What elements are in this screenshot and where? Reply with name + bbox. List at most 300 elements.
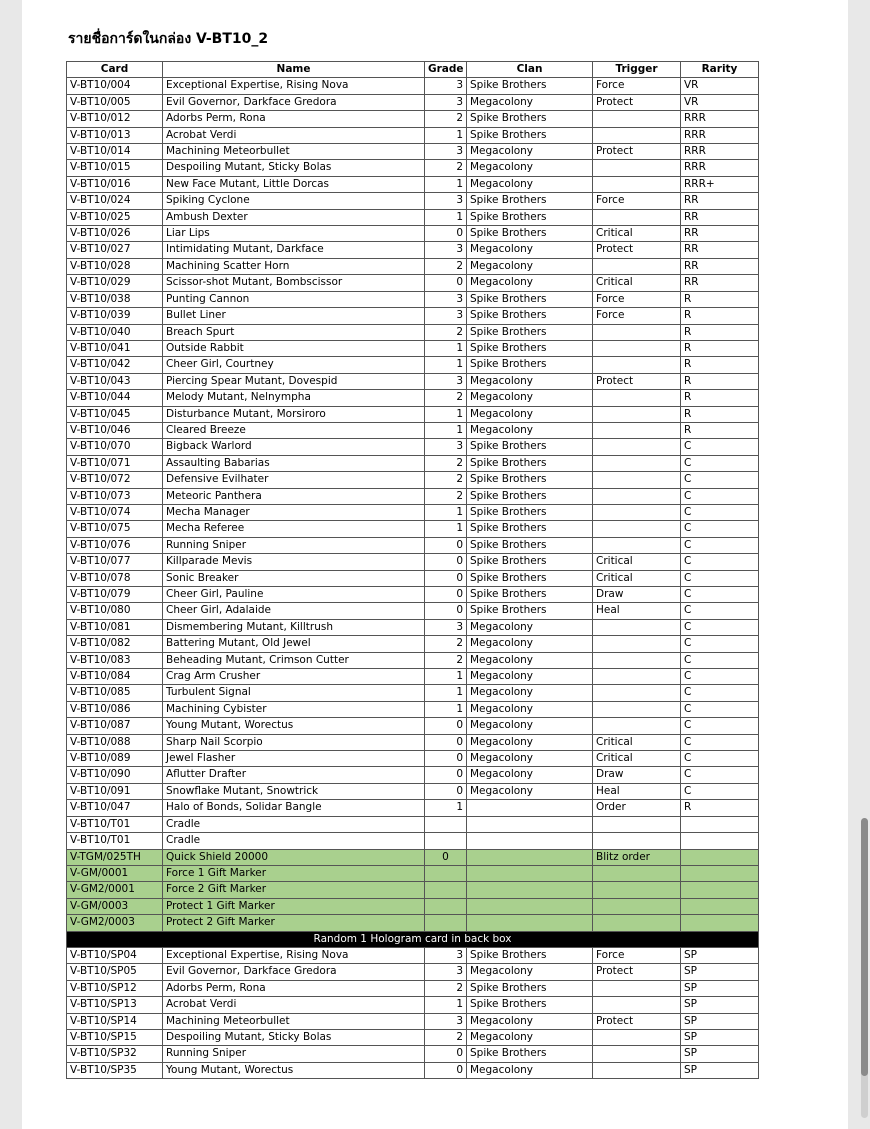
cell-grade: 1 [425,422,467,438]
cell-name: Defensive Evilhater [163,472,425,488]
table-row [67,111,759,127]
cell-clan [467,800,593,816]
cell-trigger: Force [593,193,681,209]
table-row [67,537,759,553]
cell-card: V-BT10/T01 [67,816,163,832]
cell-grade: 3 [425,144,467,160]
cell-grade: 0 [425,767,467,783]
cell-name: Young Mutant, Worectus [163,1062,425,1078]
cell-rarity: C [681,767,759,783]
cell-name: Machining Scatter Horn [163,258,425,274]
cell-rarity: RR [681,258,759,274]
cell-name: Evil Governor, Darkface Gredora [163,964,425,980]
table-row [67,1029,759,1045]
cell-name: Exceptional Expertise, Rising Nova [163,947,425,963]
table-row [67,127,759,143]
cell-name: Aflutter Drafter [163,767,425,783]
cell-clan: Spike Brothers [467,209,593,225]
cell-rarity: C [681,701,759,717]
cell-name: Young Mutant, Worectus [163,718,425,734]
cell-rarity: VR [681,78,759,94]
cell-clan: Spike Brothers [467,587,593,603]
table-row [67,291,759,307]
cell-card: V-BT10/013 [67,127,163,143]
cell-rarity: C [681,554,759,570]
cell-name: Meteoric Panthera [163,488,425,504]
cell-grade: 2 [425,652,467,668]
cell-rarity [681,915,759,931]
table-row [67,652,759,668]
cell-trigger [593,111,681,127]
table-row [67,390,759,406]
table-row [67,422,759,438]
table-row [67,504,759,520]
cell-card: V-BT10/041 [67,340,163,356]
cell-name: Machining Meteorbullet [163,1013,425,1029]
cell-trigger [593,455,681,471]
cell-grade: 2 [425,488,467,504]
cell-name: Killparade Mevis [163,554,425,570]
cell-trigger [593,619,681,635]
table-row [67,882,759,898]
cell-grade: 1 [425,127,467,143]
table-header [67,62,759,78]
cell-name: Acrobat Verdi [163,997,425,1013]
table-row [67,472,759,488]
cell-grade: 2 [425,258,467,274]
cell-rarity: SP [681,1029,759,1045]
cell-rarity [681,865,759,881]
cell-trigger: Protect [593,242,681,258]
cell-rarity: SP [681,997,759,1013]
cell-grade: 1 [425,209,467,225]
cell-trigger: Heal [593,603,681,619]
table-row [67,619,759,635]
table-row [67,816,759,832]
cell-grade [425,816,467,832]
table-row [67,570,759,586]
table-row [67,226,759,242]
cell-name: Evil Governor, Darkface Gredora [163,94,425,110]
cell-card: V-BT10/081 [67,619,163,635]
cell-grade: 3 [425,373,467,389]
cell-grade: 3 [425,947,467,963]
cell-card: V-BT10/SP32 [67,1046,163,1062]
cell-rarity [681,849,759,865]
cell-clan: Megacolony [467,751,593,767]
cell-rarity: C [681,669,759,685]
cell-clan: Megacolony [467,1013,593,1029]
cell-grade: 2 [425,1029,467,1045]
cell-card: V-BT10/038 [67,291,163,307]
cell-name: Dismembering Mutant, Killtrush [163,619,425,635]
cell-grade: 0 [425,849,467,865]
cell-clan: Spike Brothers [467,554,593,570]
cell-card: V-BT10/045 [67,406,163,422]
cell-grade: 1 [425,800,467,816]
cell-card: V-BT10/086 [67,701,163,717]
cell-clan [467,898,593,914]
cell-grade: 3 [425,94,467,110]
cell-clan: Spike Brothers [467,472,593,488]
cell-rarity: R [681,390,759,406]
column-header-clan: Clan [467,62,593,78]
cell-card: V-BT10/090 [67,767,163,783]
table-row [67,176,759,192]
table-row [67,1013,759,1029]
cell-grade: 1 [425,357,467,373]
cell-card: V-BT10/071 [67,455,163,471]
cell-clan: Spike Brothers [467,537,593,553]
cell-trigger [593,160,681,176]
column-header-name: Name [163,62,425,78]
cell-grade: 1 [425,701,467,717]
cell-clan [467,865,593,881]
table-row [67,685,759,701]
cell-trigger: Critical [593,734,681,750]
cell-clan: Megacolony [467,94,593,110]
table-row [67,324,759,340]
cell-clan: Spike Brothers [467,308,593,324]
cell-name: Spiking Cyclone [163,193,425,209]
cell-card: V-BT10/044 [67,390,163,406]
cell-card: V-BT10/SP35 [67,1062,163,1078]
table-row [67,209,759,225]
table-row [67,783,759,799]
cell-card: V-GM/0003 [67,898,163,914]
cell-card: V-BT10/077 [67,554,163,570]
cell-card: V-BT10/SP14 [67,1013,163,1029]
cell-trigger: Critical [593,275,681,291]
cell-clan: Megacolony [467,685,593,701]
cell-card: V-BT10/088 [67,734,163,750]
cell-clan: Megacolony [467,258,593,274]
cell-rarity: C [681,472,759,488]
cell-trigger: Force [593,291,681,307]
cell-name: Adorbs Perm, Rona [163,111,425,127]
cell-rarity: RRR+ [681,176,759,192]
table-row [67,554,759,570]
table-row [67,718,759,734]
table-row [67,406,759,422]
cell-grade: 1 [425,997,467,1013]
cell-rarity: VR [681,94,759,110]
cell-name: Disturbance Mutant, Morsiroro [163,406,425,422]
cell-name: Cheer Girl, Pauline [163,587,425,603]
cell-rarity: R [681,422,759,438]
cell-trigger [593,258,681,274]
cell-card: V-BT10/004 [67,78,163,94]
cell-grade: 0 [425,718,467,734]
cell-card: V-BT10/005 [67,94,163,110]
cell-clan: Spike Brothers [467,947,593,963]
table-row [67,308,759,324]
cell-rarity: C [681,783,759,799]
cell-rarity: R [681,406,759,422]
cell-rarity: R [681,291,759,307]
cell-trigger [593,1046,681,1062]
cell-card: V-BT10/039 [67,308,163,324]
cell-trigger [593,324,681,340]
cell-grade: 0 [425,587,467,603]
cell-rarity: C [681,488,759,504]
cell-clan: Spike Brothers [467,521,593,537]
cell-trigger [593,176,681,192]
cell-name: Piercing Spear Mutant, Dovespid [163,373,425,389]
cell-grade: 0 [425,751,467,767]
table-row [67,94,759,110]
cell-rarity [681,816,759,832]
cell-name: Cheer Girl, Courtney [163,357,425,373]
cell-rarity: SP [681,947,759,963]
cell-clan: Spike Brothers [467,603,593,619]
cell-clan: Spike Brothers [467,111,593,127]
table-row [67,947,759,963]
cell-name: Battering Mutant, Old Jewel [163,636,425,652]
table-row [67,980,759,996]
cell-name: Running Sniper [163,1046,425,1062]
cell-trigger: Force [593,78,681,94]
cell-rarity: SP [681,980,759,996]
cell-name: Machining Meteorbullet [163,144,425,160]
cell-clan: Megacolony [467,783,593,799]
cell-grade: 2 [425,324,467,340]
cell-trigger: Critical [593,570,681,586]
cell-clan: Spike Brothers [467,504,593,520]
cell-grade: 3 [425,242,467,258]
cell-clan: Megacolony [467,718,593,734]
cell-card: V-BT10/SP05 [67,964,163,980]
cell-card: V-BT10/087 [67,718,163,734]
cell-trigger: Critical [593,554,681,570]
cell-card: V-BT10/085 [67,685,163,701]
cell-clan: Spike Brothers [467,997,593,1013]
cell-trigger: Protect [593,964,681,980]
cell-grade: 0 [425,734,467,750]
table-row [67,865,759,881]
cell-trigger [593,669,681,685]
cell-rarity: RR [681,275,759,291]
cell-rarity: RR [681,226,759,242]
cell-rarity [681,833,759,849]
cell-rarity: R [681,373,759,389]
cell-clan: Spike Brothers [467,455,593,471]
cell-clan: Megacolony [467,1029,593,1045]
hologram-banner-text: Random 1 Hologram card in back box [67,931,759,947]
cell-trigger [593,472,681,488]
table-body [67,78,759,1079]
cell-grade: 1 [425,521,467,537]
cell-name: Machining Cybister [163,701,425,717]
cell-card: V-BT10/SP12 [67,980,163,996]
cell-trigger [593,340,681,356]
cell-name: Jewel Flasher [163,751,425,767]
document-page [22,0,848,1129]
cell-grade: 3 [425,619,467,635]
cell-grade: 0 [425,226,467,242]
cell-rarity: SP [681,1046,759,1062]
cell-grade: 2 [425,455,467,471]
table-row [67,521,759,537]
scrollbar-thumb[interactable] [861,818,868,1076]
cell-grade: 1 [425,669,467,685]
cell-grade: 1 [425,685,467,701]
cell-name: Melody Mutant, Nelnympha [163,390,425,406]
cell-clan [467,833,593,849]
cell-trigger [593,997,681,1013]
cell-clan: Megacolony [467,275,593,291]
cell-rarity: RR [681,209,759,225]
column-header-rarity: Rarity [681,62,759,78]
table-row [67,275,759,291]
cell-grade [425,865,467,881]
cell-grade [425,898,467,914]
cell-rarity: RRR [681,160,759,176]
cell-grade: 2 [425,390,467,406]
cell-rarity: C [681,521,759,537]
cell-clan: Megacolony [467,242,593,258]
cell-grade: 2 [425,472,467,488]
cell-clan [467,882,593,898]
cell-rarity: RR [681,193,759,209]
cell-trigger: Draw [593,767,681,783]
cell-card: V-BT10/SP04 [67,947,163,963]
cell-card: V-BT10/SP15 [67,1029,163,1045]
cell-card: V-BT10/076 [67,537,163,553]
cell-clan: Spike Brothers [467,78,593,94]
cell-name: Intimidating Mutant, Darkface [163,242,425,258]
cell-clan: Megacolony [467,964,593,980]
cell-rarity: C [681,537,759,553]
cell-clan: Megacolony [467,144,593,160]
cell-trigger [593,1062,681,1078]
cell-grade: 0 [425,603,467,619]
table-row [67,78,759,94]
column-header-card: Card [67,62,163,78]
cell-rarity: SP [681,1062,759,1078]
cell-clan: Megacolony [467,652,593,668]
cell-clan: Megacolony [467,373,593,389]
cell-name: Protect 1 Gift Marker [163,898,425,914]
cell-card: V-BT10/070 [67,439,163,455]
cell-grade: 3 [425,1013,467,1029]
cell-card: V-BT10/028 [67,258,163,274]
cell-card: V-BT10/084 [67,669,163,685]
cell-trigger [593,652,681,668]
cell-rarity: C [681,504,759,520]
cell-card: V-BT10/025 [67,209,163,225]
cell-trigger [593,537,681,553]
table-header-row [67,62,759,78]
cell-rarity: R [681,357,759,373]
cell-card: V-BT10/012 [67,111,163,127]
cell-rarity: RRR [681,127,759,143]
cell-trigger [593,504,681,520]
cell-trigger: Order [593,800,681,816]
cell-grade: 0 [425,1062,467,1078]
cell-name: Despoiling Mutant, Sticky Bolas [163,160,425,176]
cell-clan: Megacolony [467,160,593,176]
cell-grade: 3 [425,291,467,307]
cell-name: Despoiling Mutant, Sticky Bolas [163,1029,425,1045]
cell-name: Crag Arm Crusher [163,669,425,685]
cell-card: V-BT10/074 [67,504,163,520]
cell-clan: Spike Brothers [467,439,593,455]
cell-name: Exceptional Expertise, Rising Nova [163,78,425,94]
table-row [67,751,759,767]
cell-grade: 2 [425,980,467,996]
cell-name: Outside Rabbit [163,340,425,356]
table-row [67,160,759,176]
table-row [67,964,759,980]
table-row [67,833,759,849]
cell-card: V-BT10/042 [67,357,163,373]
cell-name: Ambush Dexter [163,209,425,225]
cell-clan: Spike Brothers [467,570,593,586]
cell-trigger [593,898,681,914]
cell-grade: 2 [425,636,467,652]
cell-grade: 1 [425,340,467,356]
cell-trigger [593,816,681,832]
cell-trigger [593,833,681,849]
cell-clan: Megacolony [467,767,593,783]
cell-name: Snowflake Mutant, Snowtrick [163,783,425,799]
cell-clan [467,915,593,931]
cell-name: Cheer Girl, Adalaide [163,603,425,619]
cell-clan: Megacolony [467,734,593,750]
page-title: รายชื่อการ์ดในกล่อง V-BT10_2 [68,31,269,47]
cell-card: V-BT10/016 [67,176,163,192]
cell-trigger: Blitz order [593,849,681,865]
cell-rarity [681,882,759,898]
cell-trigger [593,718,681,734]
cell-clan: Spike Brothers [467,340,593,356]
cell-rarity: C [681,439,759,455]
table-row [67,898,759,914]
cell-card: V-BT10/043 [67,373,163,389]
cell-clan: Megacolony [467,390,593,406]
cell-trigger: Draw [593,587,681,603]
cell-grade: 0 [425,537,467,553]
cell-clan: Spike Brothers [467,291,593,307]
cell-name: Assaulting Babarias [163,455,425,471]
cell-trigger [593,882,681,898]
cell-clan: Megacolony [467,1062,593,1078]
cell-name: Running Sniper [163,537,425,553]
table-row [67,1046,759,1062]
cell-grade: 1 [425,406,467,422]
table-row [67,144,759,160]
cell-grade: 2 [425,111,467,127]
cell-trigger: Protect [593,94,681,110]
table-row [67,1062,759,1078]
cell-card: V-BT10/091 [67,783,163,799]
cell-clan: Spike Brothers [467,324,593,340]
cell-clan: Megacolony [467,669,593,685]
cell-card: V-BT10/082 [67,636,163,652]
cell-rarity: C [681,636,759,652]
cell-grade: 0 [425,554,467,570]
cell-name: Acrobat Verdi [163,127,425,143]
cell-card: V-BT10/073 [67,488,163,504]
cell-clan: Spike Brothers [467,980,593,996]
cell-card: V-BT10/026 [67,226,163,242]
cell-trigger [593,488,681,504]
cell-card: V-BT10/075 [67,521,163,537]
table-row [67,701,759,717]
cell-clan: Spike Brothers [467,1046,593,1062]
table-row [67,603,759,619]
